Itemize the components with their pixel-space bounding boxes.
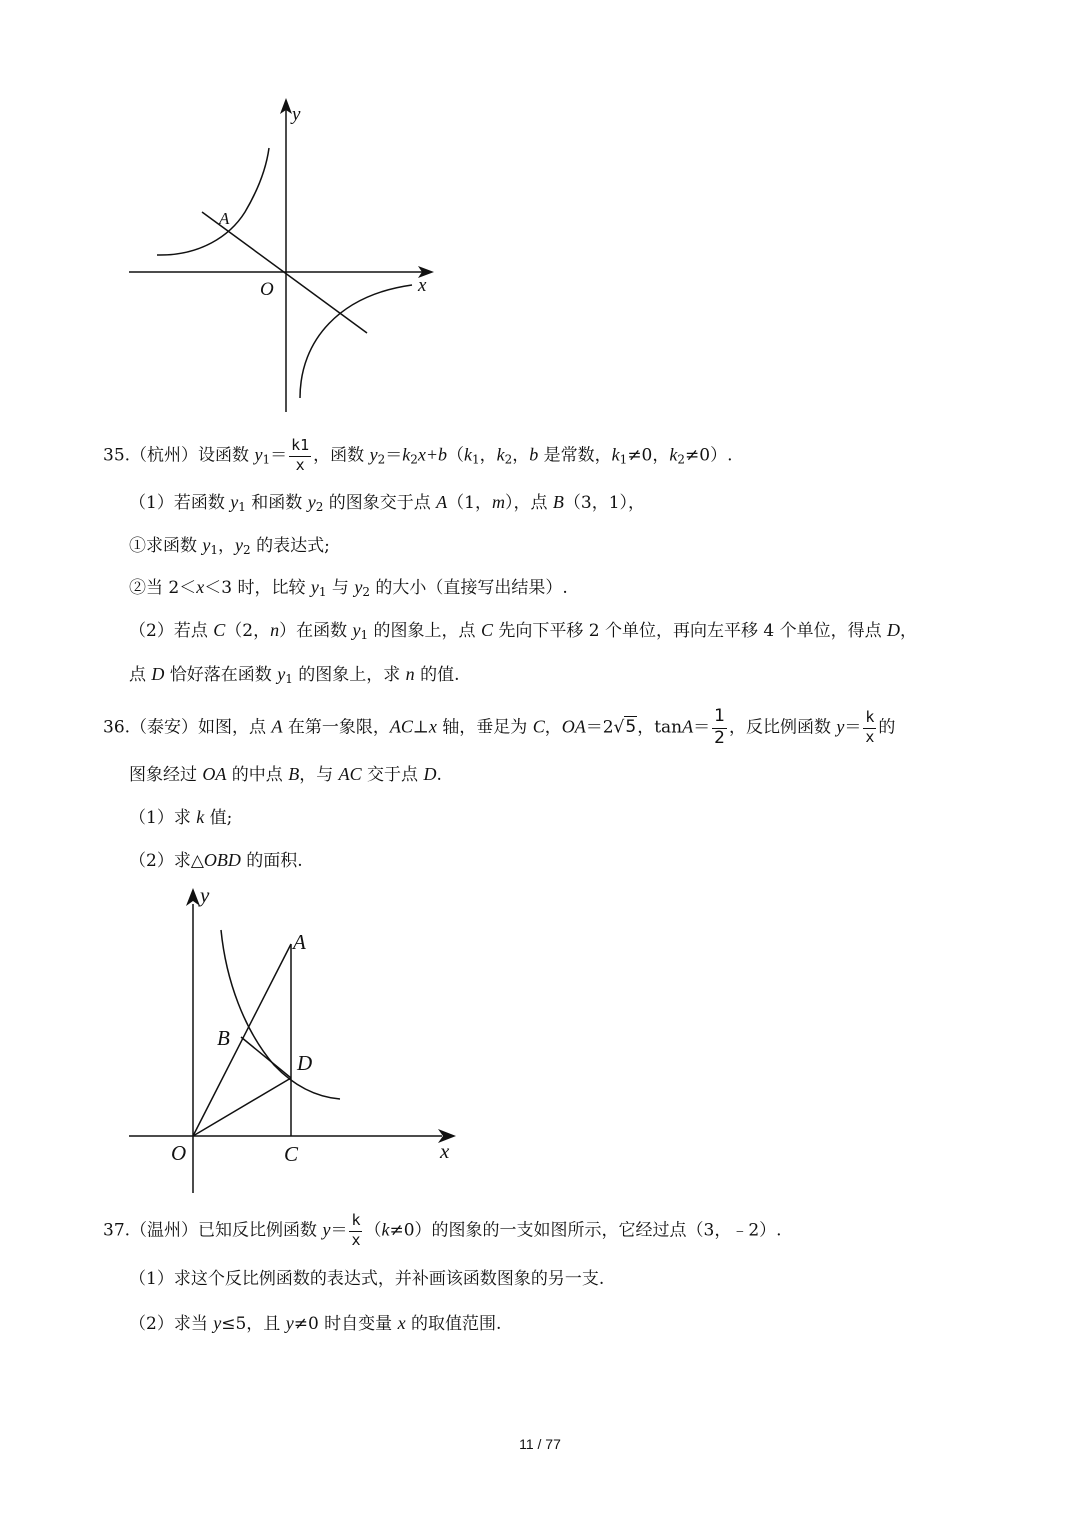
q35-stem: 35.（杭州）设函数 y1＝ $\frac{k1}{x}$ ，函数 y2＝k2x+b（k1，k2，b 是常数，k1≠0，k2≠0）. bbox=[103, 436, 733, 474]
q37-part2: （2）求当 y≤5，且 y≠0 时自变量 x 的取值范围. bbox=[129, 1313, 502, 1334]
segment-bd bbox=[241, 1037, 291, 1078]
y-axis-label: y bbox=[200, 883, 210, 907]
x-axis-label: x bbox=[418, 275, 427, 296]
origin-label: O bbox=[171, 1141, 187, 1165]
y-axis-arrow bbox=[186, 888, 200, 906]
x-axis-label: x bbox=[440, 1139, 450, 1163]
q36-part1: （1）求 k 值; bbox=[129, 807, 233, 828]
q35-part2: （2）若点 C（2，n）在函数 y1 的图象上，点 C 先向下平移 2 个单位，再向左平移 4 个单位，得点 D， bbox=[129, 620, 918, 642]
q35-sub1: ①求函数 y1，y2 的表达式; bbox=[129, 535, 330, 557]
fraction-k1-over-x: $\frac{k1}{x}$ bbox=[291, 436, 310, 474]
q36-stem-cont: 图象经过 OA 的中点 B，与 AC 交于点 D. bbox=[129, 764, 442, 785]
fraction-k-over-x: $\frac{k}{x}$ bbox=[351, 1211, 361, 1249]
y-axis-label: y bbox=[292, 104, 301, 125]
fraction-k-over-x: $\frac{k}{x}$ bbox=[865, 708, 875, 746]
point-a-label: A bbox=[293, 930, 306, 954]
q35-sub2: ②当 2＜x＜3 时，比较 y1 与 y2 的大小（直接写出结果）. bbox=[129, 577, 568, 599]
fraction-one-half: $\frac{1}{2}$ bbox=[714, 706, 725, 748]
hyperbola-branch bbox=[221, 930, 340, 1099]
point-c-label: C bbox=[284, 1142, 299, 1166]
q35-part2-cont: 点 D 恰好落在函数 y1 的图象上，求 n 的值. bbox=[129, 664, 460, 686]
point-b-label: B bbox=[217, 1026, 230, 1050]
q36-stem: 36.（泰安）如图，点 A 在第一象限，AC⊥x 轴，垂足为 C，OA＝2√5，tanA＝ $\frac{1}{2}$ ，反比例函数 y＝ $\frac{k}{x}$ 的 bbox=[103, 706, 896, 748]
sqrt-radicand: 5 bbox=[625, 717, 637, 738]
origin-label: O bbox=[260, 279, 274, 300]
q35-part1: （1）若函数 y1 和函数 y2 的图象交于点 A（1，m），点 B（3，1）， bbox=[129, 492, 646, 514]
point-d-label: D bbox=[297, 1051, 313, 1075]
point-a-label: A bbox=[219, 209, 230, 228]
page-number: 11 / 77 bbox=[519, 1436, 561, 1452]
q37-stem: 37.（温州）已知反比例函数 y＝ $\frac{k}{x}$ （k≠0）的图象的一支如图所示，它经过点（3，﹣2）. bbox=[103, 1211, 782, 1249]
q36-part2: （2）求△OBD 的面积. bbox=[129, 850, 303, 871]
q37-part1: （1）求这个反比例函数的表达式，并补画该函数图象的另一支. bbox=[129, 1269, 605, 1289]
